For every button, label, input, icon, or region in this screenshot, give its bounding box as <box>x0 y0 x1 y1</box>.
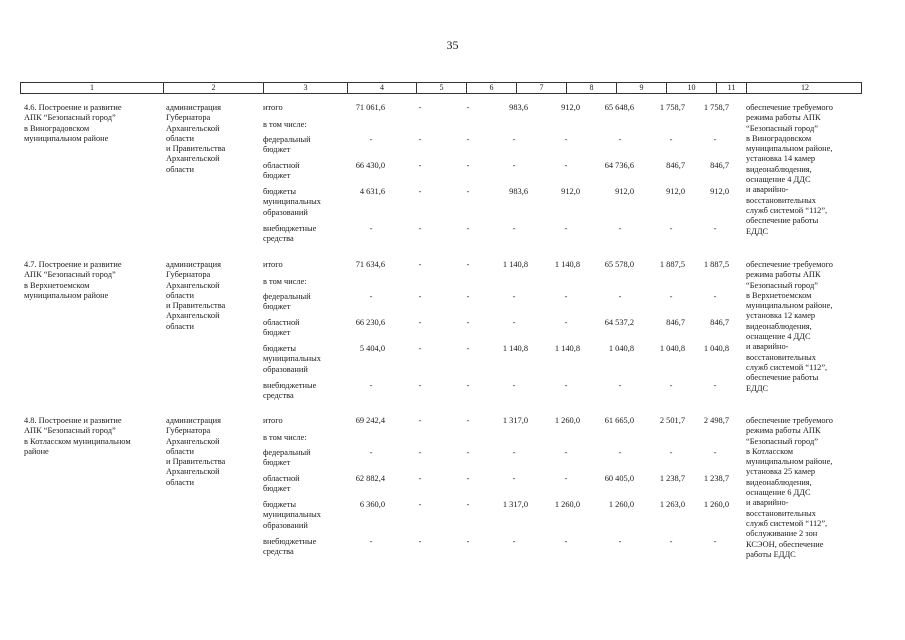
cell-col-11: 1 238,7 <box>703 474 729 483</box>
cell-col-6: - <box>466 381 470 390</box>
page-number: 35 <box>446 38 459 52</box>
cell-col-4: 62 882,4 <box>355 474 385 483</box>
cell-col-11: 1 040,8 <box>703 344 729 353</box>
cell-col-6: - <box>466 448 470 457</box>
cell-col-10: 1 887,5 <box>659 260 685 269</box>
header-col-5: 5 <box>416 83 466 93</box>
cell-col-9: 1 260,0 <box>608 500 634 509</box>
cell-col-7: 1 140,8 <box>502 260 528 269</box>
cell-col-7: - <box>512 292 516 301</box>
cell-col-4: 71 061,6 <box>355 103 385 112</box>
row-label: внебюджетные средства <box>263 381 317 401</box>
row-label: итого <box>263 103 283 112</box>
cell-col-9: 64 736,6 <box>604 161 634 170</box>
cell-col-11: 846,7 <box>710 318 729 327</box>
header-col-6: 6 <box>466 83 516 93</box>
row-label: федеральный бюджет <box>263 135 311 155</box>
header-col-2: 2 <box>163 83 263 93</box>
cell-col-8: - <box>564 448 568 457</box>
cell-col-9: 64 537,2 <box>604 318 634 327</box>
cell-col-8: - <box>564 161 568 170</box>
section-title: 4.6. Построение и развитие АПК “Безопасный город” в Виноградовском муниципальном районе <box>24 103 122 143</box>
cell-col-4: 4 631,6 <box>359 187 385 196</box>
cell-col-10: - <box>669 381 673 390</box>
cell-col-8: - <box>564 474 568 483</box>
cell-col-4: - <box>369 224 373 233</box>
cell-col-11: 1 260,0 <box>703 500 729 509</box>
cell-col-9: - <box>618 292 622 301</box>
cell-col-8: - <box>564 318 568 327</box>
cell-col-4: 5 404,0 <box>359 344 385 353</box>
cell-col-6: - <box>466 103 470 112</box>
cell-col-4: 71 634,6 <box>355 260 385 269</box>
cell-col-11: - <box>713 448 717 457</box>
cell-col-6: - <box>466 416 470 425</box>
row-label: областной бюджет <box>263 161 300 181</box>
section-executor: администрация Губернатора Архангельской области и Правительства Архангельской области <box>166 416 226 487</box>
section-executor: администрация Губернатора Архангельской области и Правительства Архангельской области <box>166 103 226 174</box>
cell-col-4: - <box>369 135 373 144</box>
cell-col-11: 1 758,7 <box>703 103 729 112</box>
cell-col-11: - <box>713 381 717 390</box>
header-col-7: 7 <box>516 83 566 93</box>
row-label: бюджеты муниципальных образований <box>263 500 321 530</box>
cell-col-10: - <box>669 537 673 546</box>
cell-col-9: 65 648,6 <box>604 103 634 112</box>
cell-col-8: - <box>564 292 568 301</box>
cell-col-9: 60 405,0 <box>604 474 634 483</box>
cell-col-7: - <box>512 537 516 546</box>
cell-col-5: - <box>418 448 422 457</box>
section-executor: администрация Губернатора Архангельской области и Правительства Архангельской области <box>166 260 226 331</box>
cell-col-9: 912,0 <box>615 187 634 196</box>
cell-col-6: - <box>466 292 470 301</box>
cell-col-10: 2 501,7 <box>659 416 685 425</box>
cell-col-11: - <box>713 537 717 546</box>
table-header-row <box>20 82 862 94</box>
cell-col-5: - <box>418 537 422 546</box>
cell-col-4: - <box>369 537 373 546</box>
cell-col-8: - <box>564 224 568 233</box>
cell-col-8: - <box>564 135 568 144</box>
cell-col-5: - <box>418 344 422 353</box>
section-result: обеспечение требуемого режима работы АПК “Безопасный город” в Котласском муниципальном районе, установка 25 камер видеонаблюдения, оснащение 6 ДДС и аварийно- восстановительных служб системой “112”, обслуживание 2 зон КСЭОН, обеспечение работы ЕДДС <box>746 416 833 559</box>
header-col-3: 3 <box>263 83 347 93</box>
row-label: внебюджетные средства <box>263 537 317 557</box>
cell-col-7: - <box>512 318 516 327</box>
row-label: итого <box>263 416 283 425</box>
section-result: обеспечение требуемого режима работы АПК “Безопасный город” в Виноградовском муниципальном районе, установка 14 камер видеонаблюдения, оснащение 4 ДДС и аварийно- восстановительных служб системой “112”, обеспечение работы ЕДДС <box>746 103 833 236</box>
cell-col-10: - <box>669 448 673 457</box>
cell-col-4: 69 242,4 <box>355 416 385 425</box>
row-label: бюджеты муниципальных образований <box>263 187 321 217</box>
cell-col-4: 66 230,6 <box>355 318 385 327</box>
row-label: итого <box>263 260 283 269</box>
header-col-8: 8 <box>566 83 616 93</box>
cell-col-5: - <box>418 135 422 144</box>
cell-col-11: - <box>713 292 717 301</box>
cell-col-8: 1 140,8 <box>554 260 580 269</box>
cell-col-4: - <box>369 292 373 301</box>
cell-col-5: - <box>418 381 422 390</box>
header-col-10: 10 <box>666 83 716 93</box>
cell-col-11: 1 887,5 <box>703 260 729 269</box>
section-title: 4.8. Построение и развитие АПК “Безопасный город” в Котласском муниципальном районе <box>24 416 131 456</box>
cell-col-4: - <box>369 381 373 390</box>
row-label: в том числе: <box>263 277 307 286</box>
cell-col-8: 1 260,0 <box>554 500 580 509</box>
header-col-11: 11 <box>716 83 746 93</box>
cell-col-5: - <box>418 292 422 301</box>
cell-col-10: 1 263,0 <box>659 500 685 509</box>
cell-col-7: - <box>512 135 516 144</box>
header-col-12: 12 <box>746 83 863 93</box>
cell-col-11: - <box>713 224 717 233</box>
cell-col-10: - <box>669 292 673 301</box>
cell-col-7: 983,6 <box>509 103 528 112</box>
header-col-9: 9 <box>616 83 666 93</box>
cell-col-5: - <box>418 318 422 327</box>
cell-col-7: 1 140,8 <box>502 344 528 353</box>
cell-col-5: - <box>418 187 422 196</box>
row-label: областной бюджет <box>263 474 300 494</box>
cell-col-5: - <box>418 103 422 112</box>
cell-col-7: 1 317,0 <box>502 500 528 509</box>
row-label: в том числе: <box>263 433 307 442</box>
row-label: федеральный бюджет <box>263 292 311 312</box>
cell-col-9: 1 040,8 <box>608 344 634 353</box>
cell-col-7: - <box>512 224 516 233</box>
cell-col-6: - <box>466 260 470 269</box>
cell-col-10: 846,7 <box>666 318 685 327</box>
cell-col-6: - <box>466 474 470 483</box>
cell-col-7: 983,6 <box>509 187 528 196</box>
cell-col-4: 66 430,0 <box>355 161 385 170</box>
cell-col-6: - <box>466 224 470 233</box>
section-result: обеспечение требуемого режима работы АПК “Безопасный город” в Верхнетоемском муниципальном районе, установка 12 камер видеонаблюдения, оснащение 4 ДДС и аварийно- восстановительных служб системой “112”, обеспечение работы ЕДДС <box>746 260 833 393</box>
cell-col-5: - <box>418 161 422 170</box>
cell-col-7: - <box>512 161 516 170</box>
cell-col-8: - <box>564 381 568 390</box>
cell-col-6: - <box>466 537 470 546</box>
cell-col-9: - <box>618 448 622 457</box>
cell-col-4: 6 360,0 <box>359 500 385 509</box>
cell-col-8: 912,0 <box>561 103 580 112</box>
cell-col-5: - <box>418 224 422 233</box>
cell-col-11: 846,7 <box>710 161 729 170</box>
cell-col-9: 65 578,0 <box>604 260 634 269</box>
cell-col-9: - <box>618 381 622 390</box>
cell-col-7: - <box>512 448 516 457</box>
cell-col-9: - <box>618 135 622 144</box>
cell-col-11: 912,0 <box>710 187 729 196</box>
header-col-1: 1 <box>90 83 94 92</box>
cell-col-5: - <box>418 474 422 483</box>
row-label: федеральный бюджет <box>263 448 311 468</box>
cell-col-5: - <box>418 260 422 269</box>
cell-col-8: 912,0 <box>561 187 580 196</box>
cell-col-9: - <box>618 224 622 233</box>
cell-col-10: - <box>669 135 673 144</box>
cell-col-10: 1 040,8 <box>659 344 685 353</box>
cell-col-10: 1 758,7 <box>659 103 685 112</box>
cell-col-6: - <box>466 318 470 327</box>
cell-col-6: - <box>466 135 470 144</box>
section-title: 4.7. Построение и развитие АПК “Безопасный город” в Верхнетоемском муниципальном районе <box>24 260 122 300</box>
cell-col-10: 912,0 <box>666 187 685 196</box>
cell-col-7: - <box>512 381 516 390</box>
cell-col-11: 2 498,7 <box>703 416 729 425</box>
cell-col-6: - <box>466 500 470 509</box>
cell-col-6: - <box>466 187 470 196</box>
row-label: внебюджетные средства <box>263 224 317 244</box>
row-label: областной бюджет <box>263 318 300 338</box>
cell-col-6: - <box>466 161 470 170</box>
row-label: в том числе: <box>263 120 307 129</box>
cell-col-6: - <box>466 344 470 353</box>
cell-col-4: - <box>369 448 373 457</box>
cell-col-10: - <box>669 224 673 233</box>
cell-col-7: 1 317,0 <box>502 416 528 425</box>
cell-col-5: - <box>418 416 422 425</box>
cell-col-5: - <box>418 500 422 509</box>
row-label: бюджеты муниципальных образований <box>263 344 321 374</box>
cell-col-7: - <box>512 474 516 483</box>
cell-col-9: 61 665,0 <box>604 416 634 425</box>
header-col-4: 4 <box>347 83 416 93</box>
cell-col-8: - <box>564 537 568 546</box>
cell-col-10: 846,7 <box>666 161 685 170</box>
cell-col-11: - <box>713 135 717 144</box>
cell-col-9: - <box>618 537 622 546</box>
cell-col-10: 1 238,7 <box>659 474 685 483</box>
cell-col-8: 1 140,8 <box>554 344 580 353</box>
cell-col-8: 1 260,0 <box>554 416 580 425</box>
